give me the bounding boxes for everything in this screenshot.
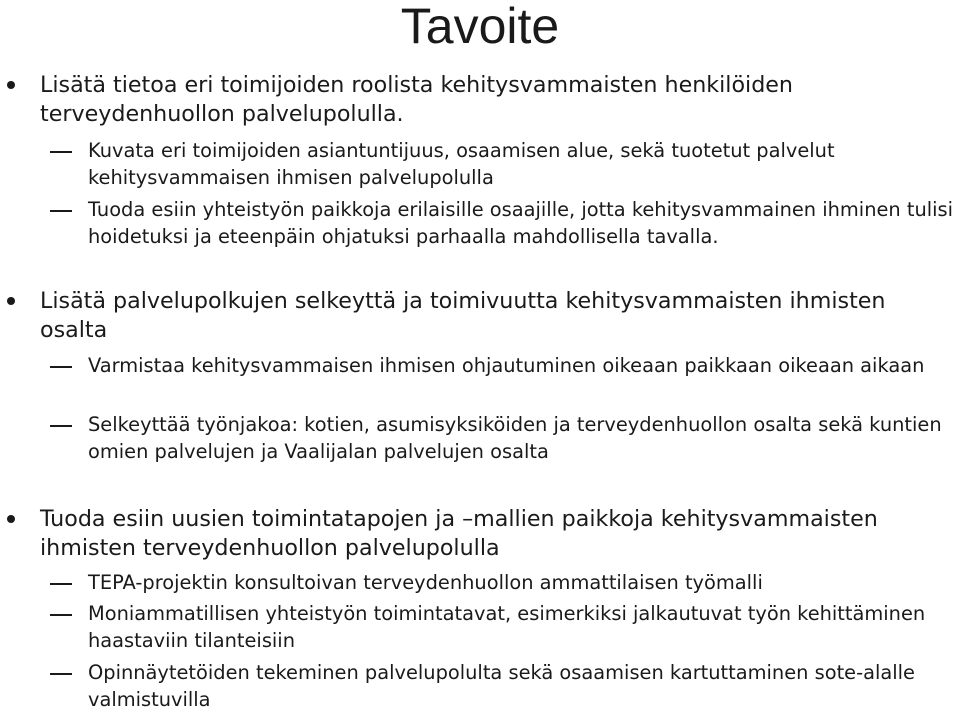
bullet-dot (7, 81, 15, 89)
slide-title: Tavoite (400, 0, 560, 54)
bullet-3-sub-3: Opinnäytetöiden tekeminen palvelupolulta sekä osaamisen kartuttaminen sote-alalle valmistuvilla (88, 661, 915, 711)
bullet-3-sub-1: TEPA-projektin konsultoivan terveydenhuollon ammattilaisen työmalli (88, 571, 763, 594)
sub-dash (50, 151, 72, 153)
sub-dash (50, 614, 72, 616)
bullet-1-sub-2: Tuoda esiin yhteistyön paikkoja erilaisille osaajille, jotta kehitysvammainen ihminen tulisi hoidetuksi ja eteenpäin ohjatuksi parhaalla mahdollisella tavalla. (88, 198, 954, 248)
bullet-1-sub-1: Kuvata eri toimijoiden asiantuntijuus, osaamisen alue, sekä tuotetut palvelut kehitysvammaisen ihmisen palvelupolulla (88, 139, 835, 189)
bullet-3 (40, 505, 955, 563)
bullet-dot (7, 515, 15, 523)
bullet-2 (40, 287, 955, 345)
sub-dash (50, 673, 72, 675)
bullet-1-text: Lisätä tietoa eri toimijoiden roolista kehitysvammaisten henkilöiden terveydenhuollon palvelupolulla. (40, 72, 793, 127)
bullet-1 (40, 71, 955, 129)
bullet-3-text: Tuoda esiin uusien toimintatapojen ja –mallien paikkoja kehitysvammaisten ihmisten terveydenhuollon palvelupolulla (40, 506, 878, 561)
sub-dash (50, 425, 72, 427)
sub-dash (50, 583, 72, 585)
bullet-2-sub-1: Varmistaa kehitysvammaisen ihmisen ohjautuminen oikeaan paikkaan oikeaan aikaan (88, 354, 925, 377)
bullet-2-text: Lisätä palvelupolkujen selkeyttä ja toimivuutta kehitysvammaisten ihmisten osalta (40, 288, 886, 343)
sub-dash (50, 366, 72, 368)
sub-dash (50, 210, 72, 212)
bullet-3-sub-2: Moniammatillisen yhteistyön toimintatavat, esimerkiksi jalkautuvat työn kehittäminen haastaviin tilanteisiin (88, 602, 926, 652)
bullet-2-sub-2: Selkeyttää työnjakoa: kotien, asumisyksiköiden ja terveydenhuollon osalta sekä kuntien omien palvelujen ja Vaalijalan palvelujen osalta (88, 413, 942, 463)
bullet-dot (7, 297, 15, 305)
